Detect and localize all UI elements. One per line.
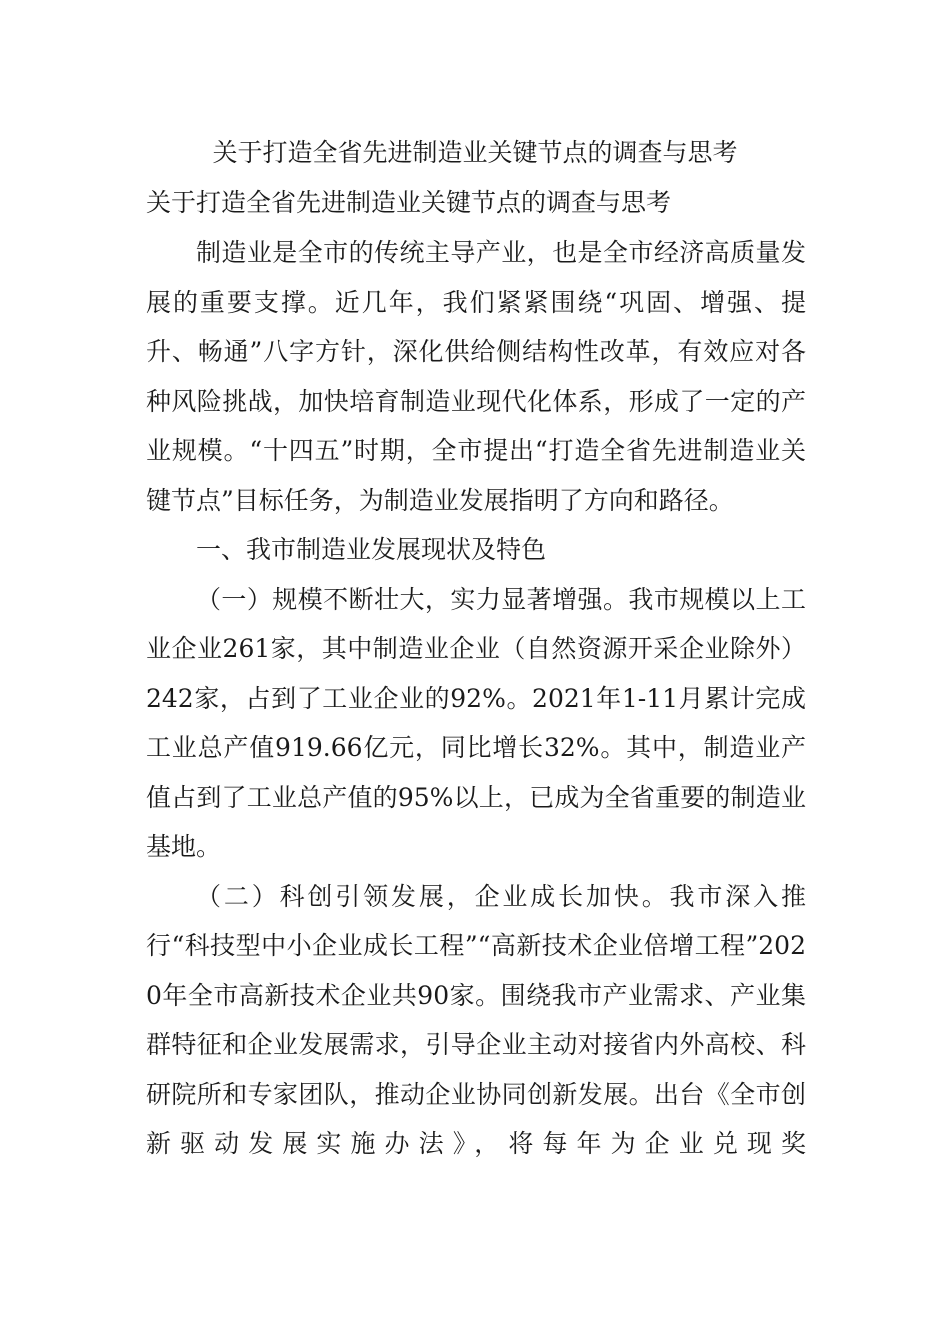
section-heading: 一、我市制造业发展现状及特色 <box>196 535 547 564</box>
paragraph-scale: （一）规模不断壮大，实力显著增强。我市规模以上工业企业261家，其中制造业企业（自然资源开采企业除外）242家，占到了工业企业的92%。2021年1-11月累计完成工业总产值919.66亿元，同比增长32%。其中，制造业产值占到了工业总产值的95%以上，已成为全省重要的制造业基地。 <box>146 584 806 861</box>
document-body <box>146 228 806 1169</box>
document-subtitle: 关于打造全省先进制造业关键节点的调查与思考 <box>146 188 672 217</box>
paragraph-innovation: （二）科创引领发展，企业成长加快。我市深入推行“科技型中小企业成长工程”“高新技术企业倍增工程”2020年全市高新技术企业共90家。围绕我市产业需求、产业集群特征和企业发展需求，引导企业主动对接省内外高校、科研院所和专家团队，推动企业协同创新发展。出台《全市创新驱动发展实施办法》，将每年为企业兑现奖 <box>146 881 806 1158</box>
document-title: 关于打造全省先进制造业关键节点的调查与思考 <box>212 138 738 167</box>
paragraph-intro: 制造业是全市的传统主导产业，也是全市经济高质量发展的重要支撑。近几年，我们紧紧围绕“巩固、增强、提升、畅通”八字方针，深化供给侧结构性改革，有效应对各种风险挑战，加快培育制造业现代化体系，形成了一定的产业规模。“十四五”时期，全市提出“打造全省先进制造业关键节点”目标任务，为制造业发展指明了方向和路径。 <box>146 238 806 515</box>
